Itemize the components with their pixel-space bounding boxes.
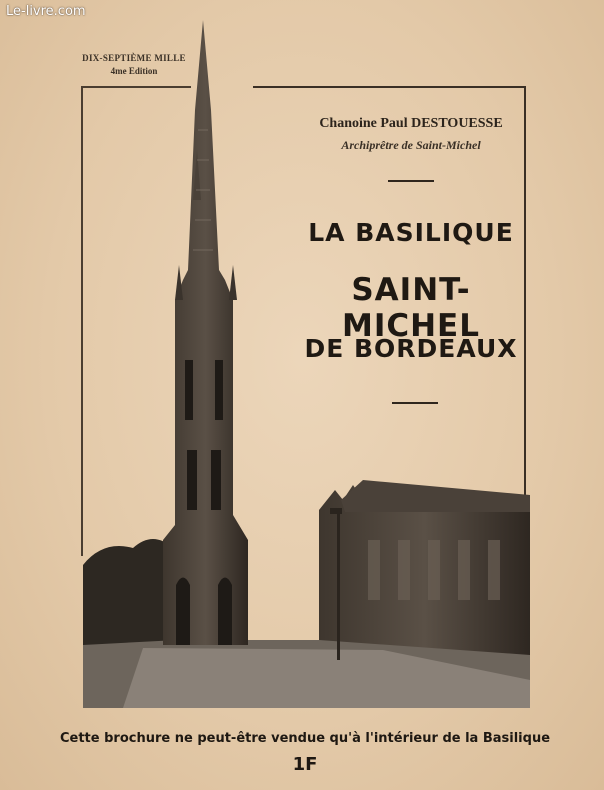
price-label: 1F (292, 754, 318, 775)
author-title: Archiprêtre de Saint-Michel (341, 138, 481, 152)
divider-rule (392, 402, 438, 404)
church-roof (341, 480, 530, 512)
edition-line-1: DIX-SEPTIÈME MILLE (82, 53, 186, 63)
divider-rule (388, 180, 434, 182)
title-line-3: DE BORDEAUX (304, 334, 518, 363)
watermark-logo: Le-livre.com (6, 4, 86, 19)
title-line-2: SAINT-MICHEL (341, 272, 480, 344)
author-name: Chanoine Paul DESTOUESSE (319, 116, 503, 131)
edition-line-2: 4me Edition (110, 66, 158, 76)
title-line-1: LA BASILIQUE (308, 218, 514, 247)
lamp-post (337, 510, 340, 660)
sales-notice: Cette brochure ne peut-être vendue qu'à l'intérieur de la Basilique (59, 731, 551, 746)
bell-tower (163, 20, 248, 645)
